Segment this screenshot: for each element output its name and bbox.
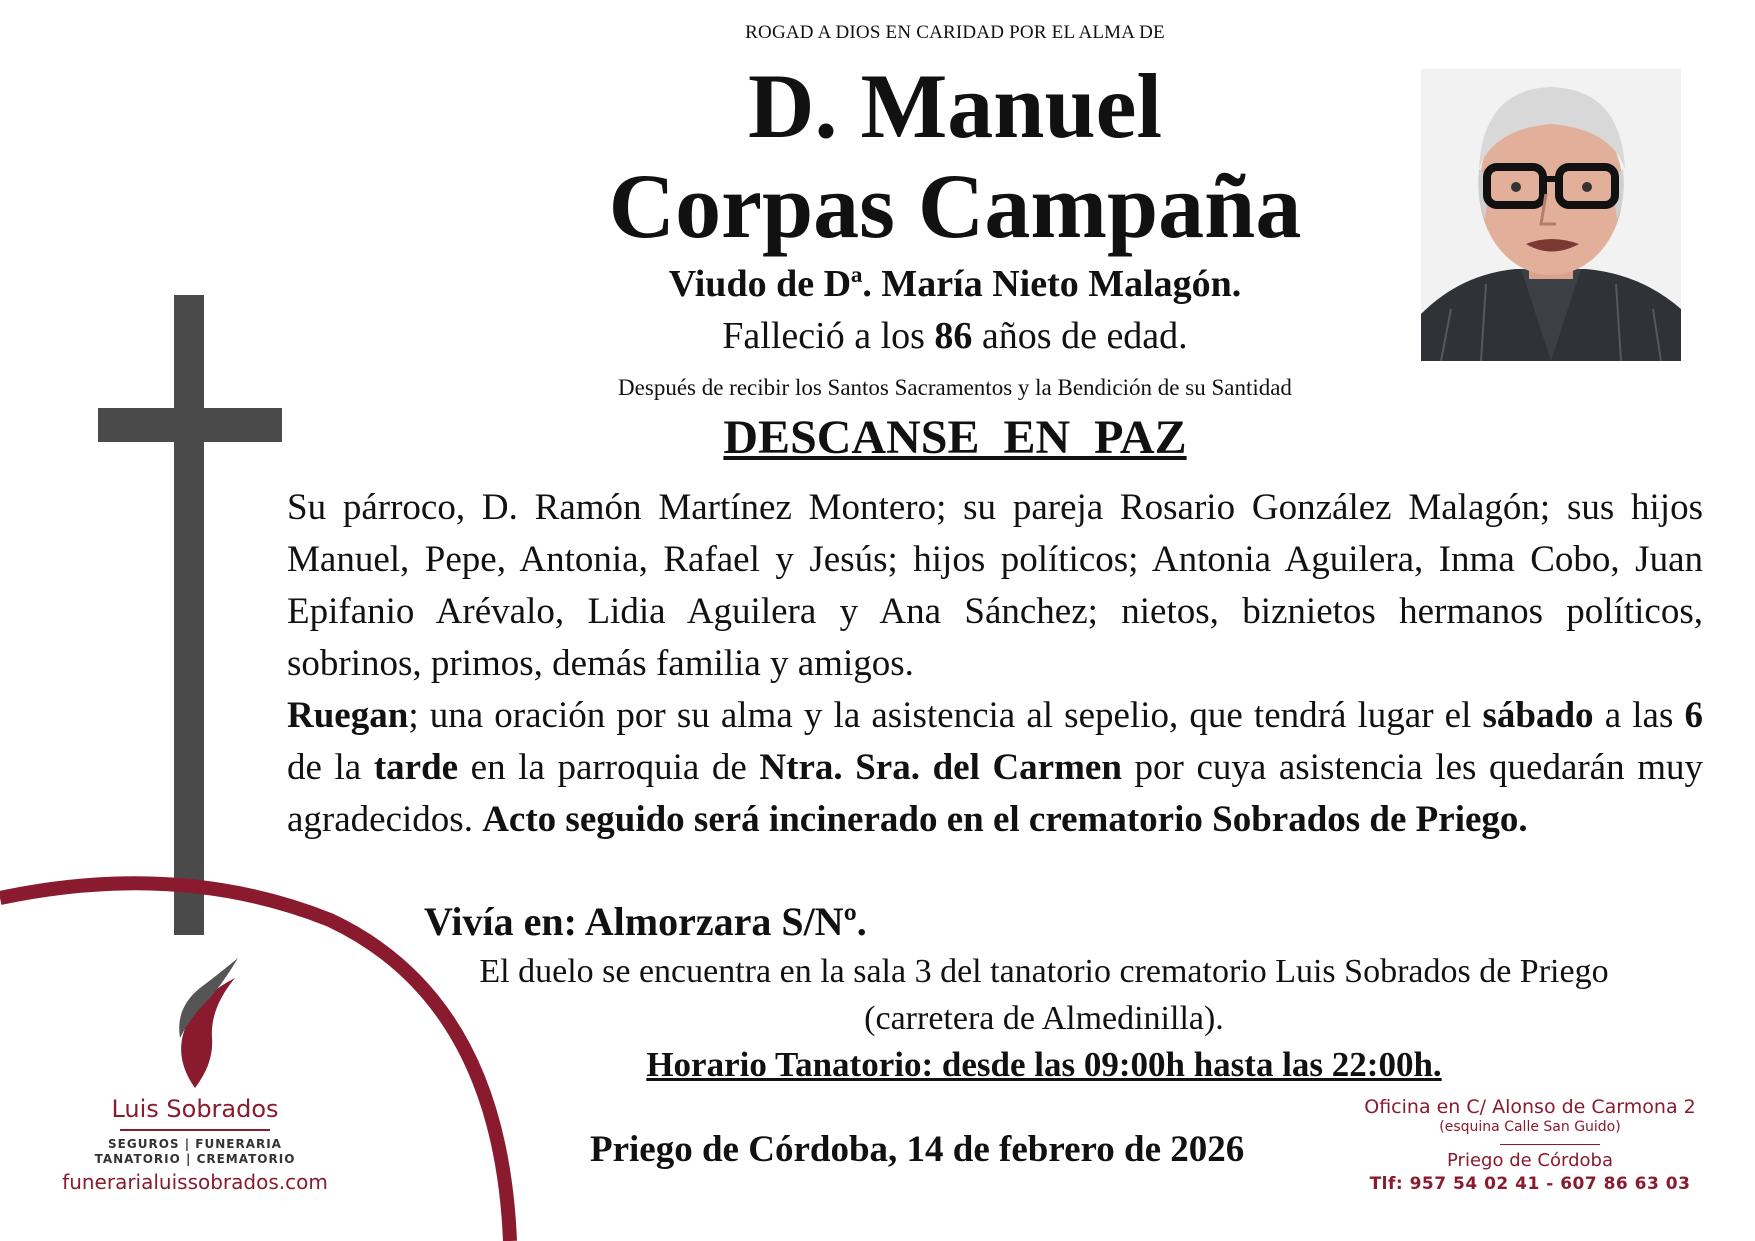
request-text-6: de la xyxy=(287,747,374,788)
request-bold-7: tarde xyxy=(373,747,459,788)
request-text-8: en la parroquia de xyxy=(458,747,760,788)
request-bold-9: Ntra. Sra. del Carmen xyxy=(759,747,1122,788)
place-date-line: Priego de Córdoba, 14 de febrero de 2026 xyxy=(590,1129,1245,1170)
body-text xyxy=(287,482,1703,846)
cross-icon xyxy=(90,295,290,935)
request-text-4: a las xyxy=(1593,695,1685,736)
logo-services-line2: TANATORIO | CREMATORIO xyxy=(94,1152,296,1166)
office-city: Priego de Córdoba xyxy=(1447,1150,1613,1171)
office-corner: (esquina Calle San Guido) xyxy=(1439,1119,1621,1135)
tanatorio-hours xyxy=(424,1045,1664,1085)
request-text-2: ; una oración por su alma y la asistencia al sepelio, que tendrá lugar el xyxy=(408,695,1483,736)
residence-line: Vivía en: Almorzara S/Nº. xyxy=(424,899,867,944)
deceased-name-line1: D. Manuel xyxy=(748,55,1162,157)
family-paragraph: Su párroco, D. Ramón Martínez Montero; su pareja Rosario González Malagón; sus hijos Manuel, Pepe, Antonia, Rafael y Jesús; hijos políticos; Antonia Aguilera, Inma Cobo, Juan Epifanio Arévalo, Lidia Aguilera y Ana Sánchez; nietos, biznietos hermanos políticos, sobrinos, primos, demás familia y amigos. xyxy=(287,487,1703,684)
office-phones: Tlf: 957 54 02 41 - 607 86 63 03 xyxy=(1369,1174,1691,1194)
office-address: Oficina en C/ Alonso de Carmona 2 xyxy=(1364,1096,1696,1118)
widower-line: Viudo de Dª. María Nieto Malagón. xyxy=(668,263,1242,305)
flame-logo-icon xyxy=(160,958,240,1088)
logo-name: Luis Sobrados xyxy=(111,1095,279,1123)
intro-text: ROGAD A DIOS EN CARIDAD POR EL ALMA DE xyxy=(745,22,1165,43)
wake-line-2: (carretera de Almedinilla). xyxy=(864,1000,1224,1037)
request-bold-11: Acto seguido será incinerado en el crematorio Sobrados de Priego. xyxy=(482,799,1528,840)
sacraments-line: Después de recibir los Santos Sacramentos y la Bendición de su Santidad xyxy=(618,375,1292,400)
request-text-10: por cuya asistencia les quedarán muy agradecidos. xyxy=(287,747,1703,840)
hours-text: Horario Tanatorio: desde las 09:00h hasta las 22:00h. xyxy=(646,1045,1442,1084)
rip-text: DESCANSE EN PAZ xyxy=(723,411,1187,464)
deceased-name-line2: Corpas Campaña xyxy=(608,155,1302,257)
portrait-illustration xyxy=(1421,69,1681,361)
office-divider xyxy=(1500,1144,1600,1145)
age-prefix: Falleció a los xyxy=(722,315,935,357)
request-bold-5: 6 xyxy=(1684,695,1703,736)
request-bold-3: sábado xyxy=(1482,695,1594,736)
logo-divider xyxy=(120,1129,270,1131)
request-bold-1: Ruegan xyxy=(287,695,409,736)
wake-line-1: El duelo se encuentra en la sala 3 del tanatorio crematorio Luis Sobrados de Priego xyxy=(479,953,1609,990)
age-value: 86 xyxy=(934,315,973,357)
logo-website: funerarialuissobrados.com xyxy=(62,1170,328,1194)
request-paragraph xyxy=(287,690,1703,846)
age-suffix: años de edad. xyxy=(972,315,1188,357)
logo-services-line1: SEGUROS | FUNERARIA xyxy=(108,1137,282,1151)
portrait-photo xyxy=(1421,69,1681,361)
